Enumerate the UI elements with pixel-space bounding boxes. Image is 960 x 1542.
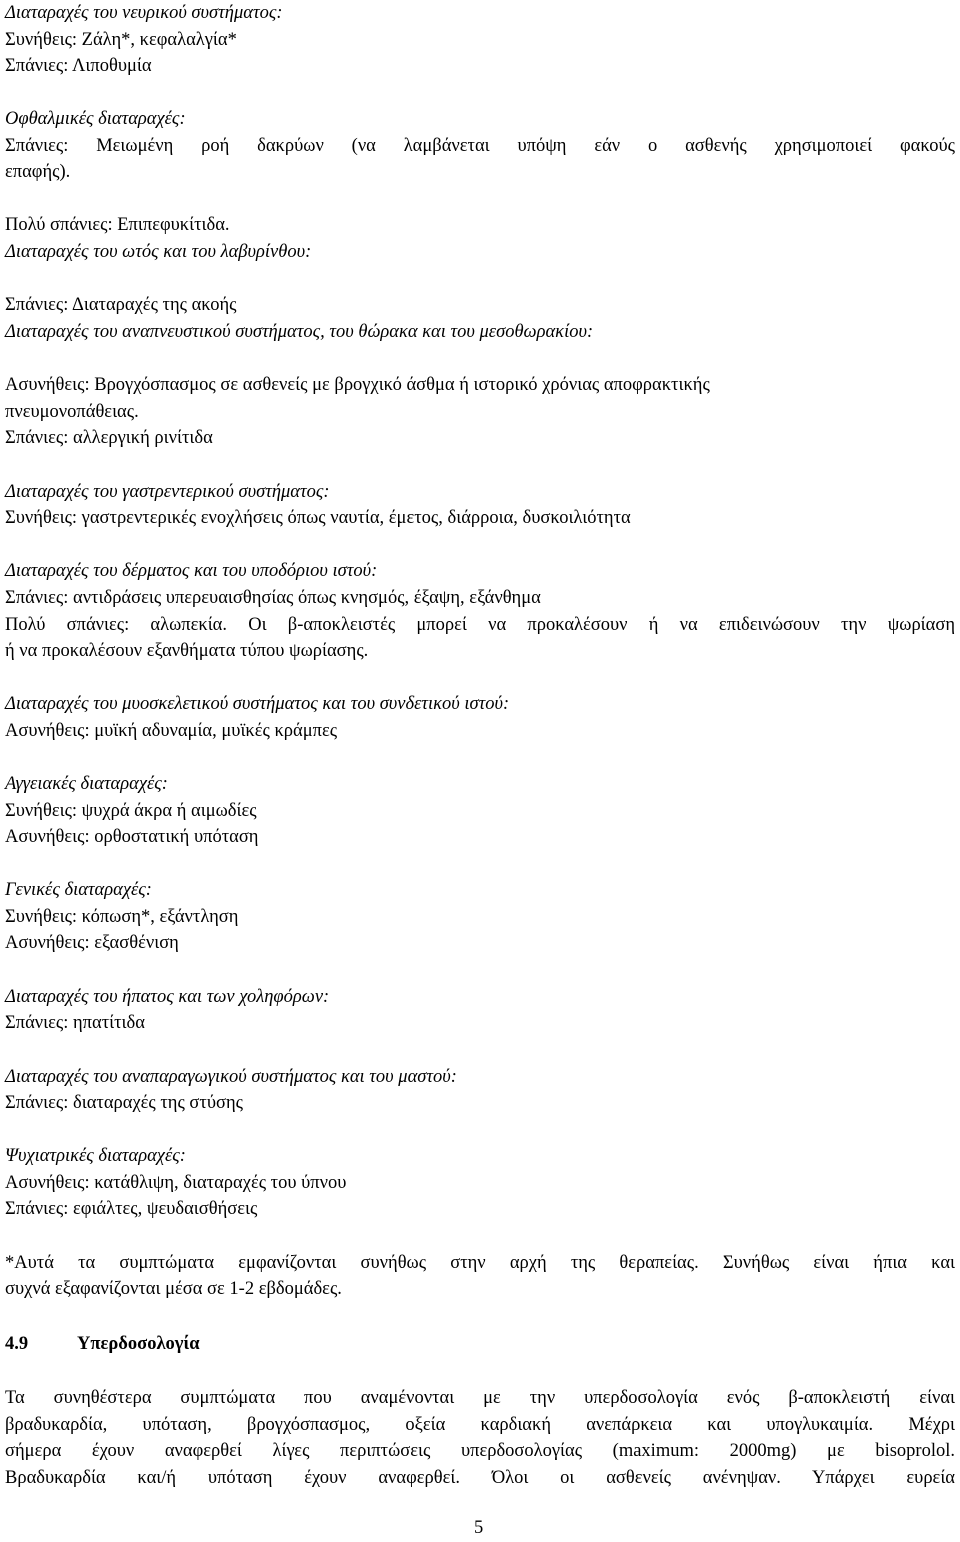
section-title-respiratory: Διαταραχές του αναπνευστικού συστήματος, του θώρακα και του μεσοθωρακίου: — [5, 322, 594, 342]
section-line: Ασυνήθεις: εξασθένιση — [5, 933, 179, 953]
section-line: Πολύ σπάνιες: αλωπεκία. Οι β-αποκλειστές μπορεί να προκαλέσουν ή να επιδεινώσουν την ψωρίαση — [5, 615, 955, 635]
section-title-nervous: Διαταραχές του νευρικού συστήματος: — [5, 3, 283, 23]
footnote-line: *Αυτά τα συμπτώματα εμφανίζονται συνήθως στην αρχή της θεραπείας. Συνήθως είναι ήπια και — [5, 1253, 955, 1273]
section-line: Σπάνιες: ηπατίτιδα — [5, 1013, 145, 1033]
section-title-psychiatric: Ψυχιατρικές διαταραχές: — [5, 1146, 186, 1166]
section-line: Ασυνήθεις: ορθοστατική υπόταση — [5, 827, 259, 847]
section-line: Πολύ σπάνιες: Επιπεφυκίτιδα. — [5, 215, 230, 235]
section-line: Σπάνιες: διαταραχές της στύσης — [5, 1093, 243, 1113]
paragraph-line: Τα συνηθέστερα συμπτώματα που αναμένονται με την υπερδοσολογία ενός β-αποκλειστή είναι — [5, 1388, 955, 1408]
section-line: Συνήθεις: ψυχρά άκρα ή αιμωδίες — [5, 801, 257, 821]
section-line: Ασυνήθεις: Βρογχόσπασμος σε ασθενείς με βρογχικό άσθμα ή ιστορικό χρόνιας αποφρακτικής — [5, 375, 710, 395]
footnote-line: συχνά εξαφανίζονται μέσα σε 1-2 εβδομάδες. — [5, 1279, 342, 1299]
section-number: 4.9 — [5, 1334, 29, 1354]
section-line: επαφής). — [5, 162, 71, 182]
section-line: Σπάνιες: αλλεργική ρινίτιδα — [5, 428, 213, 448]
section-line: Συνήθεις: κόπωση*, εξάντληση — [5, 907, 239, 927]
section-line: Σπάνιες: Λιποθυμία — [5, 56, 152, 76]
paragraph-line: βραδυκαρδία, υπόταση, βρογχόσπασμος, οξεία καρδιακή ανεπάρκεια και υπογλυκαιμία. Μέχρι — [5, 1415, 955, 1435]
section-title-vascular: Αγγειακές διαταραχές: — [5, 774, 168, 794]
section-title-skin: Διαταραχές του δέρματος και του υποδόριου ιστού: — [5, 561, 378, 581]
section-line: Σπάνιες: Διαταραχές της ακοής — [5, 295, 237, 315]
section-line: Ασυνήθεις: κατάθλιψη, διαταραχές του ύπνου — [5, 1173, 347, 1193]
section-title-reproductive: Διαταραχές του αναπαραγωγικού συστήματος και του μαστού: — [5, 1067, 457, 1087]
section-line: ή να προκαλέσουν εξανθήματα τύπου ψωρίασης. — [5, 641, 369, 661]
section-title-musculo: Διαταραχές του μυοσκελετικού συστήματος και του συνδετικού ιστού: — [5, 694, 510, 714]
section-title-hepato: Διαταραχές του ήπατος και των χοληφόρων: — [5, 987, 330, 1007]
section-title-ear: Διαταραχές του ωτός και του λαβυρίνθου: — [5, 242, 312, 262]
section-heading: Υπερδοσολογία — [77, 1334, 200, 1354]
page-number: 5 — [474, 1518, 484, 1538]
section-line: Σπάνιες: εφιάλτες, ψευδαισθήσεις — [5, 1199, 258, 1219]
section-line: Συνήθεις: Ζάλη*, κεφαλαλγία* — [5, 30, 237, 50]
section-line: Συνήθεις: γαστρεντερικές ενοχλήσεις όπως ναυτία, έμετος, διάρροια, δυσκοιλιότητα — [5, 508, 631, 528]
section-title-gastro: Διαταραχές του γαστρεντερικού συστήματος: — [5, 482, 330, 502]
section-line: πνευμονοπάθειας. — [5, 402, 139, 422]
section-line: Σπάνιες: Μειωμένη ροή δακρύων (να λαμβάνεται υπόψη εάν ο ασθενής χρησιμοποιεί φακούς — [5, 136, 955, 156]
section-line: Σπάνιες: αντιδράσεις υπερευαισθησίας όπως κνησμός, έξαψη, εξάνθημα — [5, 588, 541, 608]
paragraph-line: σήμερα έχουν αναφερθεί λίγες περιπτώσεις υπερδοσολογίας (maximum: 2000mg) με bisoprolol. — [5, 1441, 955, 1461]
paragraph-line: Βραδυκαρδία και/ή υπόταση έχουν αναφερθεί. Όλοι οι ασθενείς ανένηψαν. Υπάρχει ευρεία — [5, 1468, 955, 1488]
section-title-eye: Οφθαλμικές διαταραχές: — [5, 109, 186, 129]
section-title-general: Γενικές διαταραχές: — [5, 880, 152, 900]
section-line: Ασυνήθεις: μυϊκή αδυναμία, μυϊκές κράμπες — [5, 721, 338, 741]
